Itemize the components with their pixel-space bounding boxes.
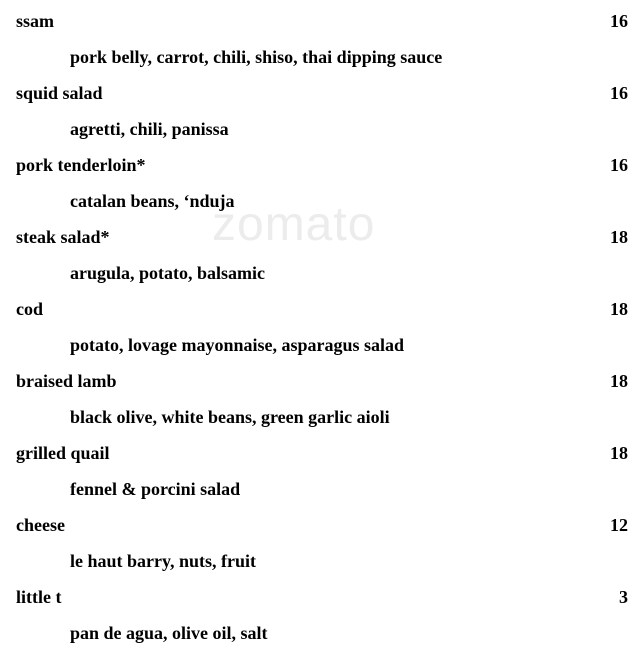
menu-item-ssam xyxy=(0,0,640,72)
menu-item-description: le haut barry, nuts, fruit xyxy=(70,551,257,571)
menu-item-steak-salad xyxy=(0,216,640,288)
menu-item-price: 18 xyxy=(610,299,628,319)
menu-item-description: catalan beans, ‘nduja xyxy=(70,191,235,211)
menu-item-name: ssam xyxy=(16,11,55,31)
menu-item-name: cod xyxy=(16,299,43,319)
menu-item-price: 18 xyxy=(610,227,628,247)
menu-item-description: pan de agua, olive oil, salt xyxy=(70,623,268,643)
menu-item-squid-salad xyxy=(0,72,640,144)
menu-item-grilled-quail xyxy=(0,432,640,504)
menu-item-name: cheese xyxy=(16,515,65,535)
menu-item-price: 18 xyxy=(610,443,628,463)
menu-item-price: 12 xyxy=(610,515,628,535)
menu-item-price: 16 xyxy=(610,83,628,103)
menu-item-description: agretti, chili, panissa xyxy=(70,119,229,139)
menu-item-little-t xyxy=(0,576,640,648)
menu-item-name: squid salad xyxy=(16,83,103,103)
menu-item-name: braised lamb xyxy=(16,371,117,391)
menu-item-price: 16 xyxy=(610,11,628,31)
menu-item-cod xyxy=(0,288,640,360)
menu-item-description: pork belly, carrot, chili, shiso, thai dipping sauce xyxy=(70,47,443,67)
menu-item-name: little t xyxy=(16,587,62,607)
menu-item-description: potato, lovage mayonnaise, asparagus salad xyxy=(70,335,405,355)
menu-item-name: grilled quail xyxy=(16,443,110,463)
menu-item-price: 3 xyxy=(619,587,628,607)
menu-item-name: steak salad* xyxy=(16,227,110,247)
menu-item-pork-tenderloin xyxy=(0,144,640,216)
menu-item-description: fennel & porcini salad xyxy=(70,479,241,499)
menu-item-description: arugula, potato, balsamic xyxy=(70,263,266,283)
menu-item-braised-lamb xyxy=(0,360,640,432)
zomato-watermark: zomato xyxy=(212,198,376,251)
menu-item-name: pork tenderloin* xyxy=(16,155,146,175)
menu-item-price: 16 xyxy=(610,155,628,175)
menu-item-description: black olive, white beans, green garlic aioli xyxy=(70,407,390,427)
menu-item-price: 18 xyxy=(610,371,628,391)
menu-item-cheese xyxy=(0,504,640,576)
